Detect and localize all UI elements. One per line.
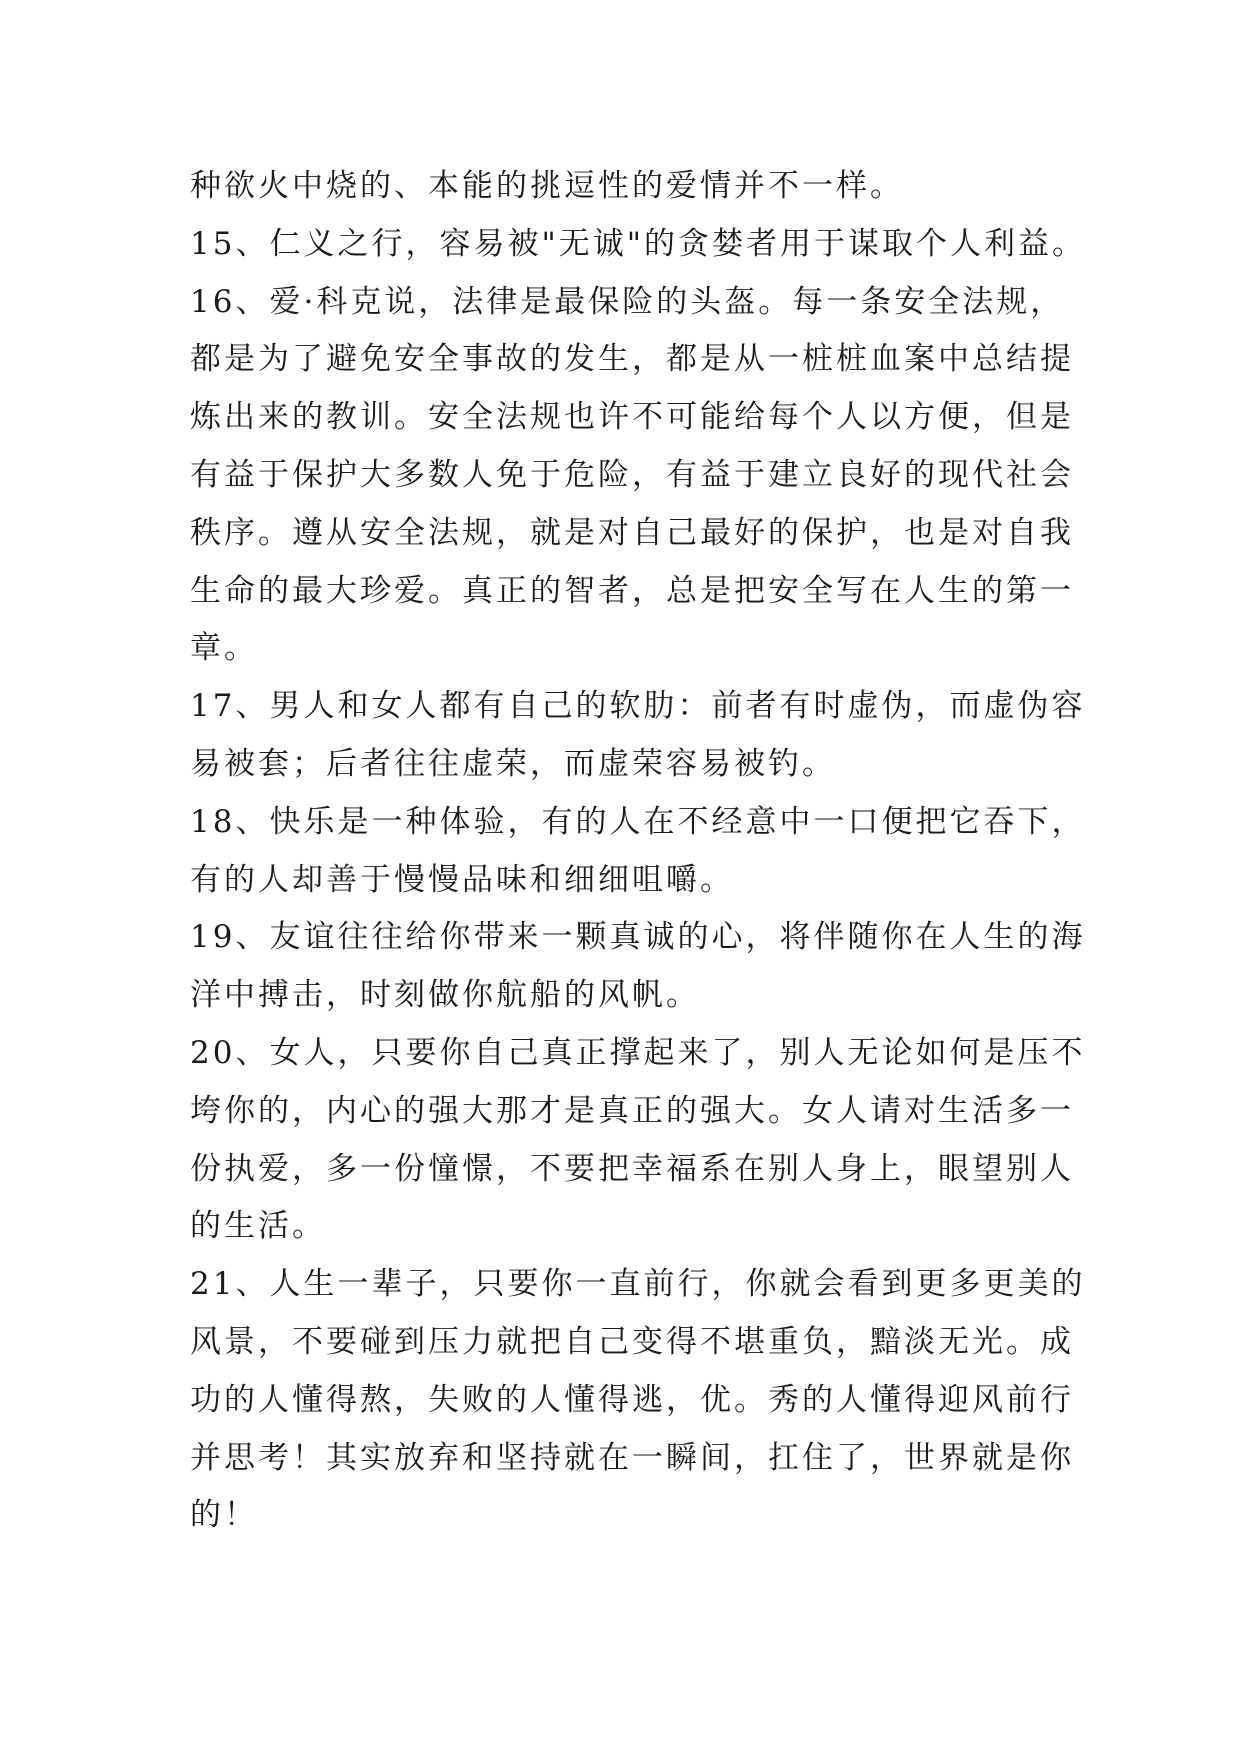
- text-line: 的！: [190, 1497, 258, 1534]
- text-line: 17、男人和女人都有自己的软肋：前者有时虚伪，而虚伪容: [190, 688, 1086, 725]
- text-line: 18、快乐是一种体验，有的人在不经意中一口便把它吞下，: [190, 803, 1086, 840]
- text-line: 生命的最大珍爱。真正的智者，总是把安全写在人生的第一: [190, 572, 1074, 609]
- text-line: 的生活。: [190, 1208, 326, 1245]
- text-line: 有益于保护大多数人免于危险，有益于建立良好的现代社会: [190, 456, 1074, 493]
- text-line: 21、人生一辈子，只要你一直前行，你就会看到更多更美的: [190, 1266, 1086, 1303]
- text-line: 并思考！其实放弃和坚持就在一瞬间，扛住了，世界就是你: [190, 1439, 1074, 1476]
- text-line: 种欲火中烧的、本能的挑逗性的爱情并不一样。: [190, 168, 904, 204]
- text-line: 15、仁义之行，容易被"无诚"的贪婪者用于谋取个人利益。: [190, 225, 1086, 262]
- text-line: 洋中搏击，时刻做你航船的风帆。: [190, 977, 700, 1014]
- text-line: 垮你的，内心的强大那才是真正的强大。女人请对生活多一: [190, 1092, 1074, 1129]
- text-line: 16、爱·科克说，法律是最保险的头盔。每一条安全法规，: [190, 283, 1065, 320]
- text-line: 炼出来的教训。安全法规也许不可能给每个人以方便，但是: [190, 399, 1074, 436]
- text-line: 功的人懂得熬，失败的人懂得逃，优。秀的人懂得迎风前行: [190, 1381, 1074, 1418]
- text-line: 份执爱，多一份憧憬，不要把幸福系在别人身上，眼望别人: [190, 1150, 1074, 1187]
- document-body: [190, 158, 1090, 1545]
- text-line: 章。: [190, 630, 258, 667]
- text-line: 都是为了避免安全事故的发生，都是从一桩桩血案中总结提: [190, 341, 1074, 378]
- text-line: 20、女人，只要你自己真正撑起来了，别人无论如何是压不: [190, 1034, 1086, 1071]
- text-line: 风景，不要碰到压力就把自己变得不堪重负，黯淡无光。成: [190, 1323, 1074, 1360]
- text-line: 19、友谊往往给你带来一颗真诚的心，将伴随你在人生的海: [190, 919, 1086, 956]
- text-line: 易被套；后者往往虚荣，而虚荣容易被钓。: [190, 745, 836, 782]
- text-line: 秩序。遵从安全法规，就是对自己最好的保护，也是对自我: [190, 514, 1074, 551]
- text-line: 有的人却善于慢慢品味和细细咀嚼。: [190, 861, 734, 898]
